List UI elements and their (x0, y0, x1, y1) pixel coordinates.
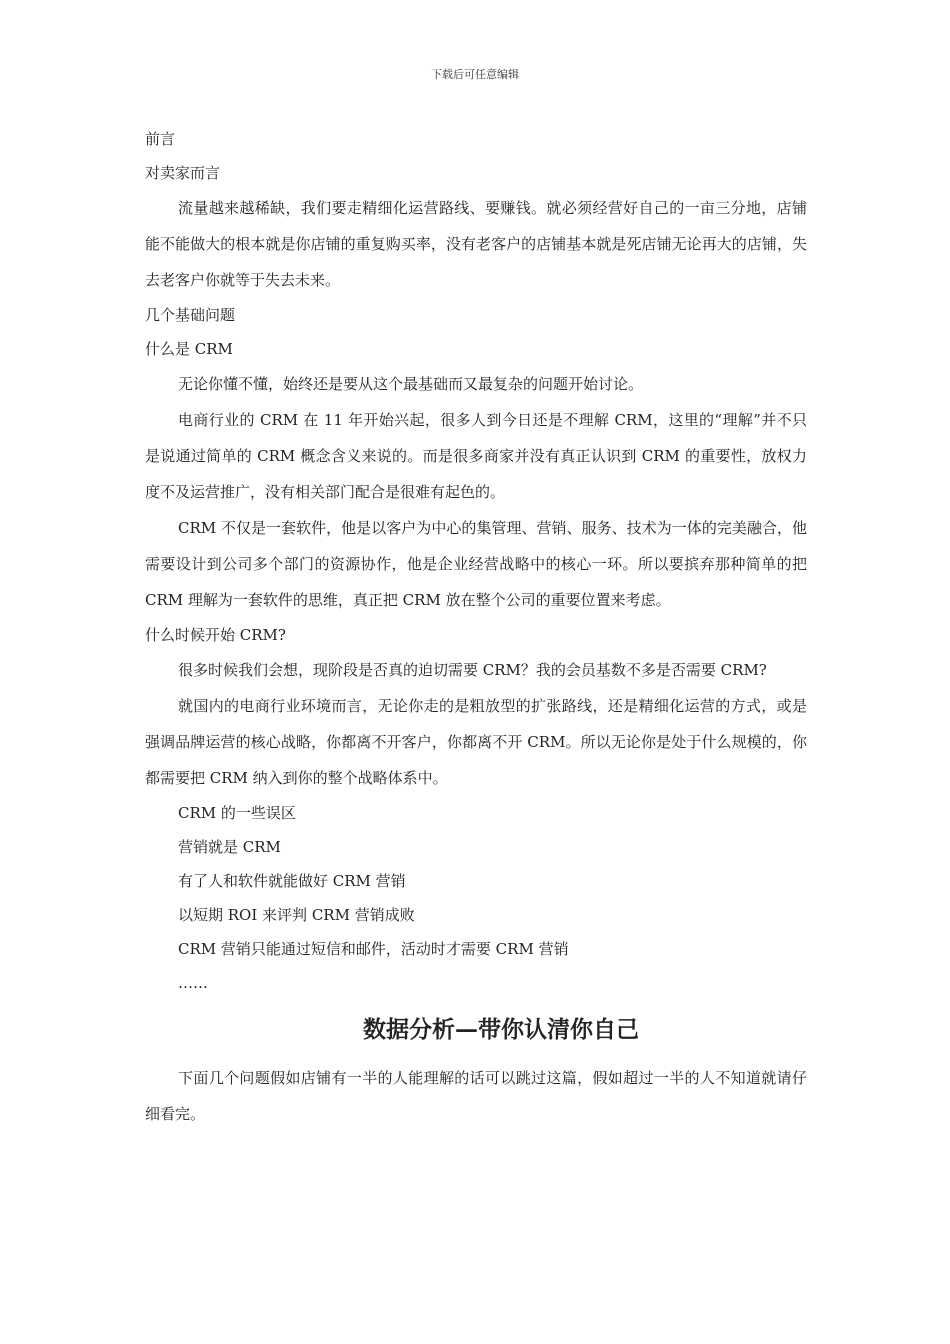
list-item: 以短期 ROI 来评判 CRM 营销成败 (178, 906, 415, 924)
heading-preface: 前言 (145, 130, 176, 148)
paragraph: 流量越来越稀缺，我们要走精细化运营路线、要赚钱。就必须经营好自己的一亩三分地，店铺能不能做大的根本就是你店铺的重复购买率，没有老客户的店铺基本就是死店铺无论再大的店铺，失去老客户你就等于失去未来。 (145, 199, 807, 289)
list-item: 营销就是 CRM (178, 838, 281, 856)
paragraph: 就国内的电商行业环境而言，无论你走的是粗放型的扩张路线，还是精细化运营的方式，或是强调品牌运营的核心战略，你都离不开客户，你都离不开 CRM。所以无论你是处于什么规模的，你都需要把 CRM 纳入到你的整个战略体系中。 (145, 697, 807, 787)
paragraph: 无论你懂不懂，始终还是要从这个最基础而又最复杂的问题开始讨论。 (178, 375, 644, 393)
paragraph: 下面几个问题假如店铺有一半的人能理解的话可以跳过这篇，假如超过一半的人不知道就请仔细看完。 (145, 1069, 807, 1123)
header-note: 下载后可任意编辑 (431, 68, 519, 81)
document-body (145, 122, 807, 1132)
heading-when-start-crm: 什么时候开始 CRM? (145, 626, 286, 644)
paragraph: 很多时候我们会想，现阶段是否真的迫切需要 CRM？我的会员基数不多是否需要 CRM? (178, 661, 767, 679)
heading-for-sellers: 对卖家而言 (145, 164, 221, 182)
list-item: 有了人和软件就能做好 CRM 营销 (178, 872, 406, 890)
list-item: …… (178, 974, 208, 992)
paragraph: CRM 不仅是一套软件，他是以客户为中心的集管理、营销、服务、技术为一体的完美融合，他需要设计到公司多个部门的资源协作，他是企业经营战略中的核心一环。所以要摈弃那种简单的把 CRM 理解为一套软件的思维，真正把 CRM 放在整个公司的重要位置来考虑。 (145, 519, 807, 609)
paragraph: 电商行业的 CRM 在 11 年开始兴起，很多人到今日还是不理解 CRM，这里的“理解”并不只是说通过简单的 CRM 概念含义来说的。而是很多商家并没有真正认识到 CRM 的重要性，放权力度不及运营推广，没有相关部门配合是很难有起色的。 (145, 411, 807, 501)
heading-basic-questions: 几个基础问题 (145, 306, 236, 324)
section-title: 数据分析—带你认清你自己 (363, 1016, 639, 1043)
list-item: CRM 营销只能通过短信和邮件，活动时才需要 CRM 营销 (178, 940, 569, 958)
list-item: CRM 的一些误区 (178, 804, 296, 822)
heading-what-is-crm: 什么是 CRM (145, 340, 233, 358)
